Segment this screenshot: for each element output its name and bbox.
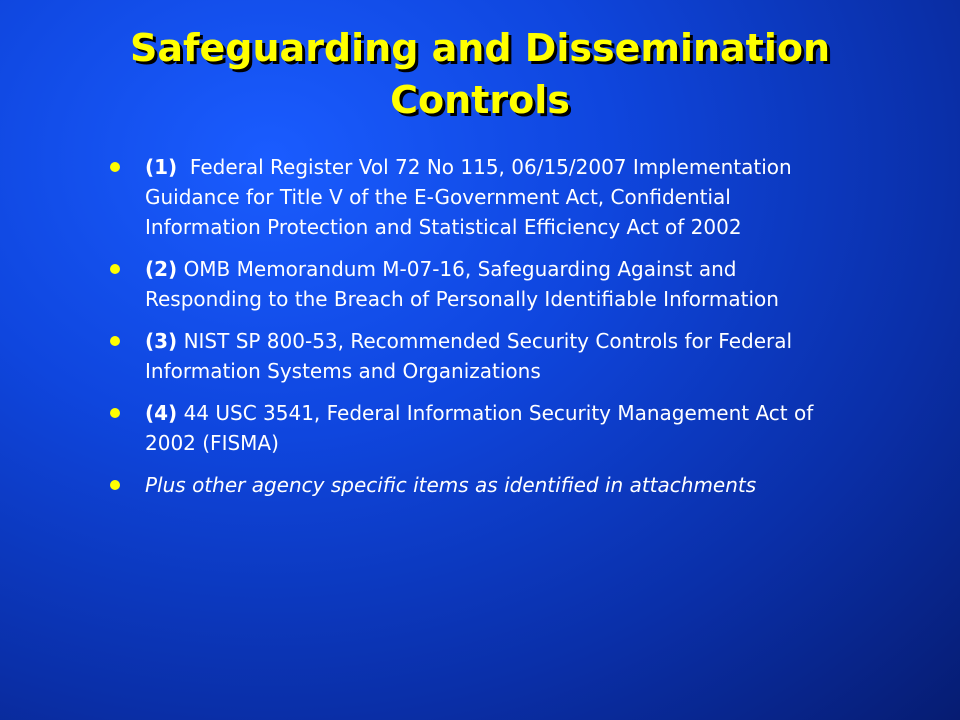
bullet-number: (3) [145,329,178,353]
bullet-item-1 [110,152,840,242]
bullet-number: (1) [145,155,178,179]
bullet-text: Federal Register Vol 72 No 115, 06/15/2007 Implementation Guidance for Title V of the E-Government Act, Confidential Information Protection and Statistical Efficiency Act of 2002 [145,155,792,239]
bullet-text: NIST SP 800-53, Recommended Security Controls for Federal Information Systems and Organizations [145,329,793,383]
bullet-text: OMB Memorandum M-07-16, Safeguarding Against and Responding to the Breach of Personally Identifiable Information [145,257,779,311]
bullet-text: 44 USC 3541, Federal Information Security Management Act of 2002 (FISMA) [145,401,814,455]
bullet-list [110,152,840,512]
bullet-item-3 [110,326,840,386]
title-line-1: Safeguarding and Dissemination [129,26,831,70]
bullet-dot-icon [110,480,120,490]
bullet-dot-icon [110,408,120,418]
bullet-dot-icon [110,162,120,172]
bullet-item-2 [110,254,840,314]
bullet-number: (4) [145,401,178,425]
bullet-item-5 [110,470,840,500]
bullet-dot-icon [110,264,120,274]
slide-title [40,22,920,126]
bullet-text: Plus other agency specific items as identified in attachments [145,473,757,497]
bullet-dot-icon [110,336,120,346]
bullet-number: (2) [145,257,178,281]
title-line-2: Controls [390,78,570,122]
bullet-item-4 [110,398,840,458]
